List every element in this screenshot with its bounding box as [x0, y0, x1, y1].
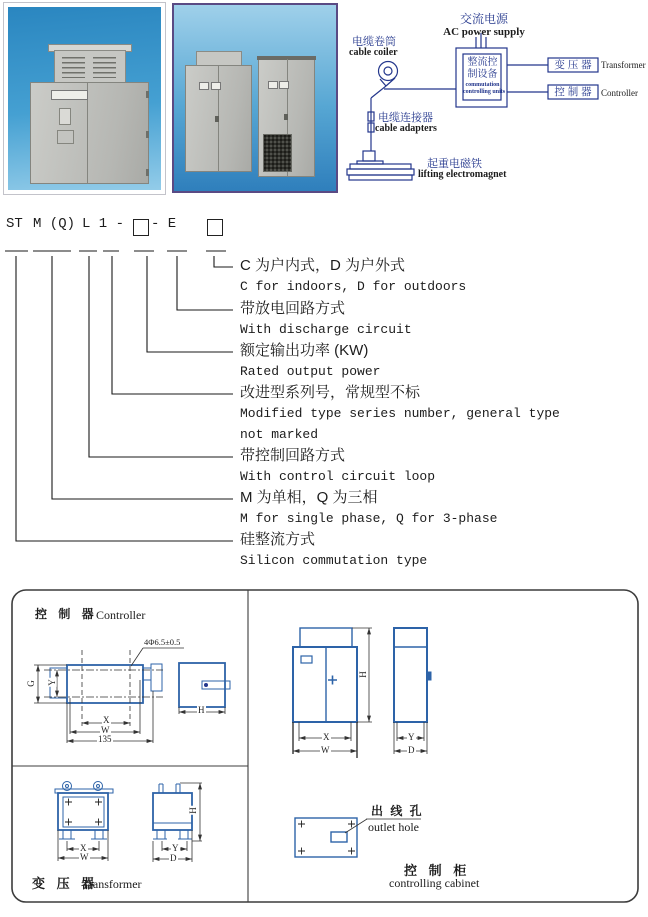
dim-label-h: H [198, 705, 205, 715]
dim-label-w: W [101, 725, 110, 735]
designation-item-zh: 硅整流方式 [240, 531, 316, 548]
dim-label-w: W [80, 852, 89, 862]
designation-item-en: With discharge circuit [240, 322, 412, 337]
model-code-seg4: - E [151, 216, 177, 232]
designation-item-en: M for single phase, Q for 3-phase [240, 511, 498, 526]
dim-label-d: D [408, 745, 415, 755]
cable-coiler-label-zh: 电缆卷筒 [352, 36, 396, 48]
cabinet-drawing-title-en: controlling cabinet [389, 876, 480, 890]
ac-power-label-en: AC power supply [443, 26, 525, 38]
designation-item-zh: 改进型系列号，常规型不标 [240, 384, 421, 401]
designation-item-zh: 额定输出功率 (KW) [240, 342, 369, 359]
indicator [279, 81, 289, 89]
controller-drawing [34, 648, 230, 743]
designation-item-en: Silicon commutation type [240, 553, 428, 568]
designation-item-en: Rated output power [240, 364, 381, 379]
lifting-electromagnet-symbol [347, 151, 414, 180]
transformer-drawing [55, 782, 202, 863]
cabinet-side-view [394, 628, 427, 722]
dim-label-x: X [80, 843, 87, 853]
product-photo-outdoor-cabinet [3, 2, 166, 195]
dim-label-w: W [321, 745, 330, 755]
louver-panel [93, 57, 116, 78]
cable-adapters-label-en: cable adapters [375, 123, 437, 134]
rectifier-unit-label-zh1: 整流控 [467, 57, 498, 68]
dim-label-x: X [103, 715, 110, 725]
cabinet-drawing-title-zh: 控 制 柜 [404, 863, 471, 878]
dim-label-y: Y [46, 679, 57, 686]
left-cabinet [185, 65, 252, 172]
photo1-background [8, 7, 161, 190]
controller-drawing-title-en: Controller [96, 608, 146, 622]
electromagnet-label-en: lifting electromagnet [418, 169, 507, 180]
louver-panel [62, 57, 85, 78]
designation-item-zh: 带放电回路方式 [240, 300, 346, 317]
designation-item-zh: C 为户内式，D 为户外式 [240, 257, 406, 274]
rectifier-unit-label-en2: controlling units [463, 89, 506, 95]
vent-box [54, 50, 126, 84]
model-placeholder-box [133, 219, 149, 236]
controller-box-label-zh: 控 制 器 [554, 86, 592, 98]
transformer-box-label-en: Transformer [601, 60, 646, 70]
indicator [268, 81, 278, 89]
designation-item-zh: 带控制回路方式 [240, 447, 346, 464]
model-code-seg3: L 1 - [82, 216, 125, 232]
designation-item-en2: not marked [240, 427, 319, 442]
rectifier-unit-label-zh2: 制设备 [467, 69, 498, 80]
door-handle [215, 116, 219, 122]
cable-coiler-label-en: cable coiler [349, 47, 398, 58]
door-latch [59, 108, 71, 125]
rectifier-unit-label-en1: commutation [465, 82, 500, 88]
model-code-seg2: M (Q) [33, 216, 76, 232]
dim-label-h: H [357, 671, 368, 678]
indicator [199, 82, 209, 90]
cable-adapter-symbol [368, 112, 374, 121]
ventilation-grille [263, 134, 292, 172]
hinge [146, 91, 149, 98]
controller-box-label-en: Controller [601, 88, 638, 98]
cable-adapters-label-zh: 电缆连接器 [378, 112, 433, 124]
nameplate [51, 90, 88, 100]
transformer-side-view [153, 793, 192, 830]
door-handle [284, 114, 288, 120]
dim-label-y: Y [172, 843, 179, 853]
electromagnet-label-zh: 起重电磁铁 [427, 158, 482, 170]
dim-label-d: D [170, 853, 177, 863]
product-photo-cabinet-pair [172, 3, 338, 193]
transformer-drawing-title-zh: 变 压 器 [32, 876, 99, 891]
designation-item-en: With control circuit loop [240, 469, 436, 484]
designation-item-zh: M 为单相，Q 为三相 [240, 489, 378, 506]
designation-item-en: Modified type series number, general type [240, 406, 560, 421]
main-cabinet [30, 82, 149, 184]
lower-plate [57, 130, 74, 144]
transformer-box-label-zh: 变 压 器 [554, 59, 592, 71]
cable-coiler-pulley [379, 62, 398, 81]
indicator [211, 82, 221, 90]
hinge [146, 131, 149, 138]
dim-label-h: H [187, 807, 198, 814]
designation-item-en: C for indoors, D for outdoors [240, 279, 467, 294]
controller-side-view [179, 663, 225, 707]
dim-label-135: 135 [98, 734, 112, 744]
outlet-hole-label-en: outlet hole [368, 820, 419, 834]
hole-dimension-note: 4Φ6.5±0.5 [144, 637, 181, 647]
controller-drawing-title-zh: 控 制 器 [35, 607, 98, 621]
dim-label-g: G [25, 680, 36, 687]
model-placeholder-box [207, 219, 223, 236]
model-code-seg1: ST [6, 216, 23, 232]
dim-label-y: Y [408, 732, 415, 742]
right-cabinet [258, 58, 315, 177]
outlet-hole-label-zh: 出 线 孔 [371, 804, 424, 818]
ac-power-label-zh: 交流电源 [459, 12, 508, 26]
hinge [146, 169, 149, 176]
designation-connector-lines [5, 251, 233, 541]
transformer-drawing-title-en: Transformer [82, 877, 142, 891]
dim-label-x: X [323, 732, 330, 742]
